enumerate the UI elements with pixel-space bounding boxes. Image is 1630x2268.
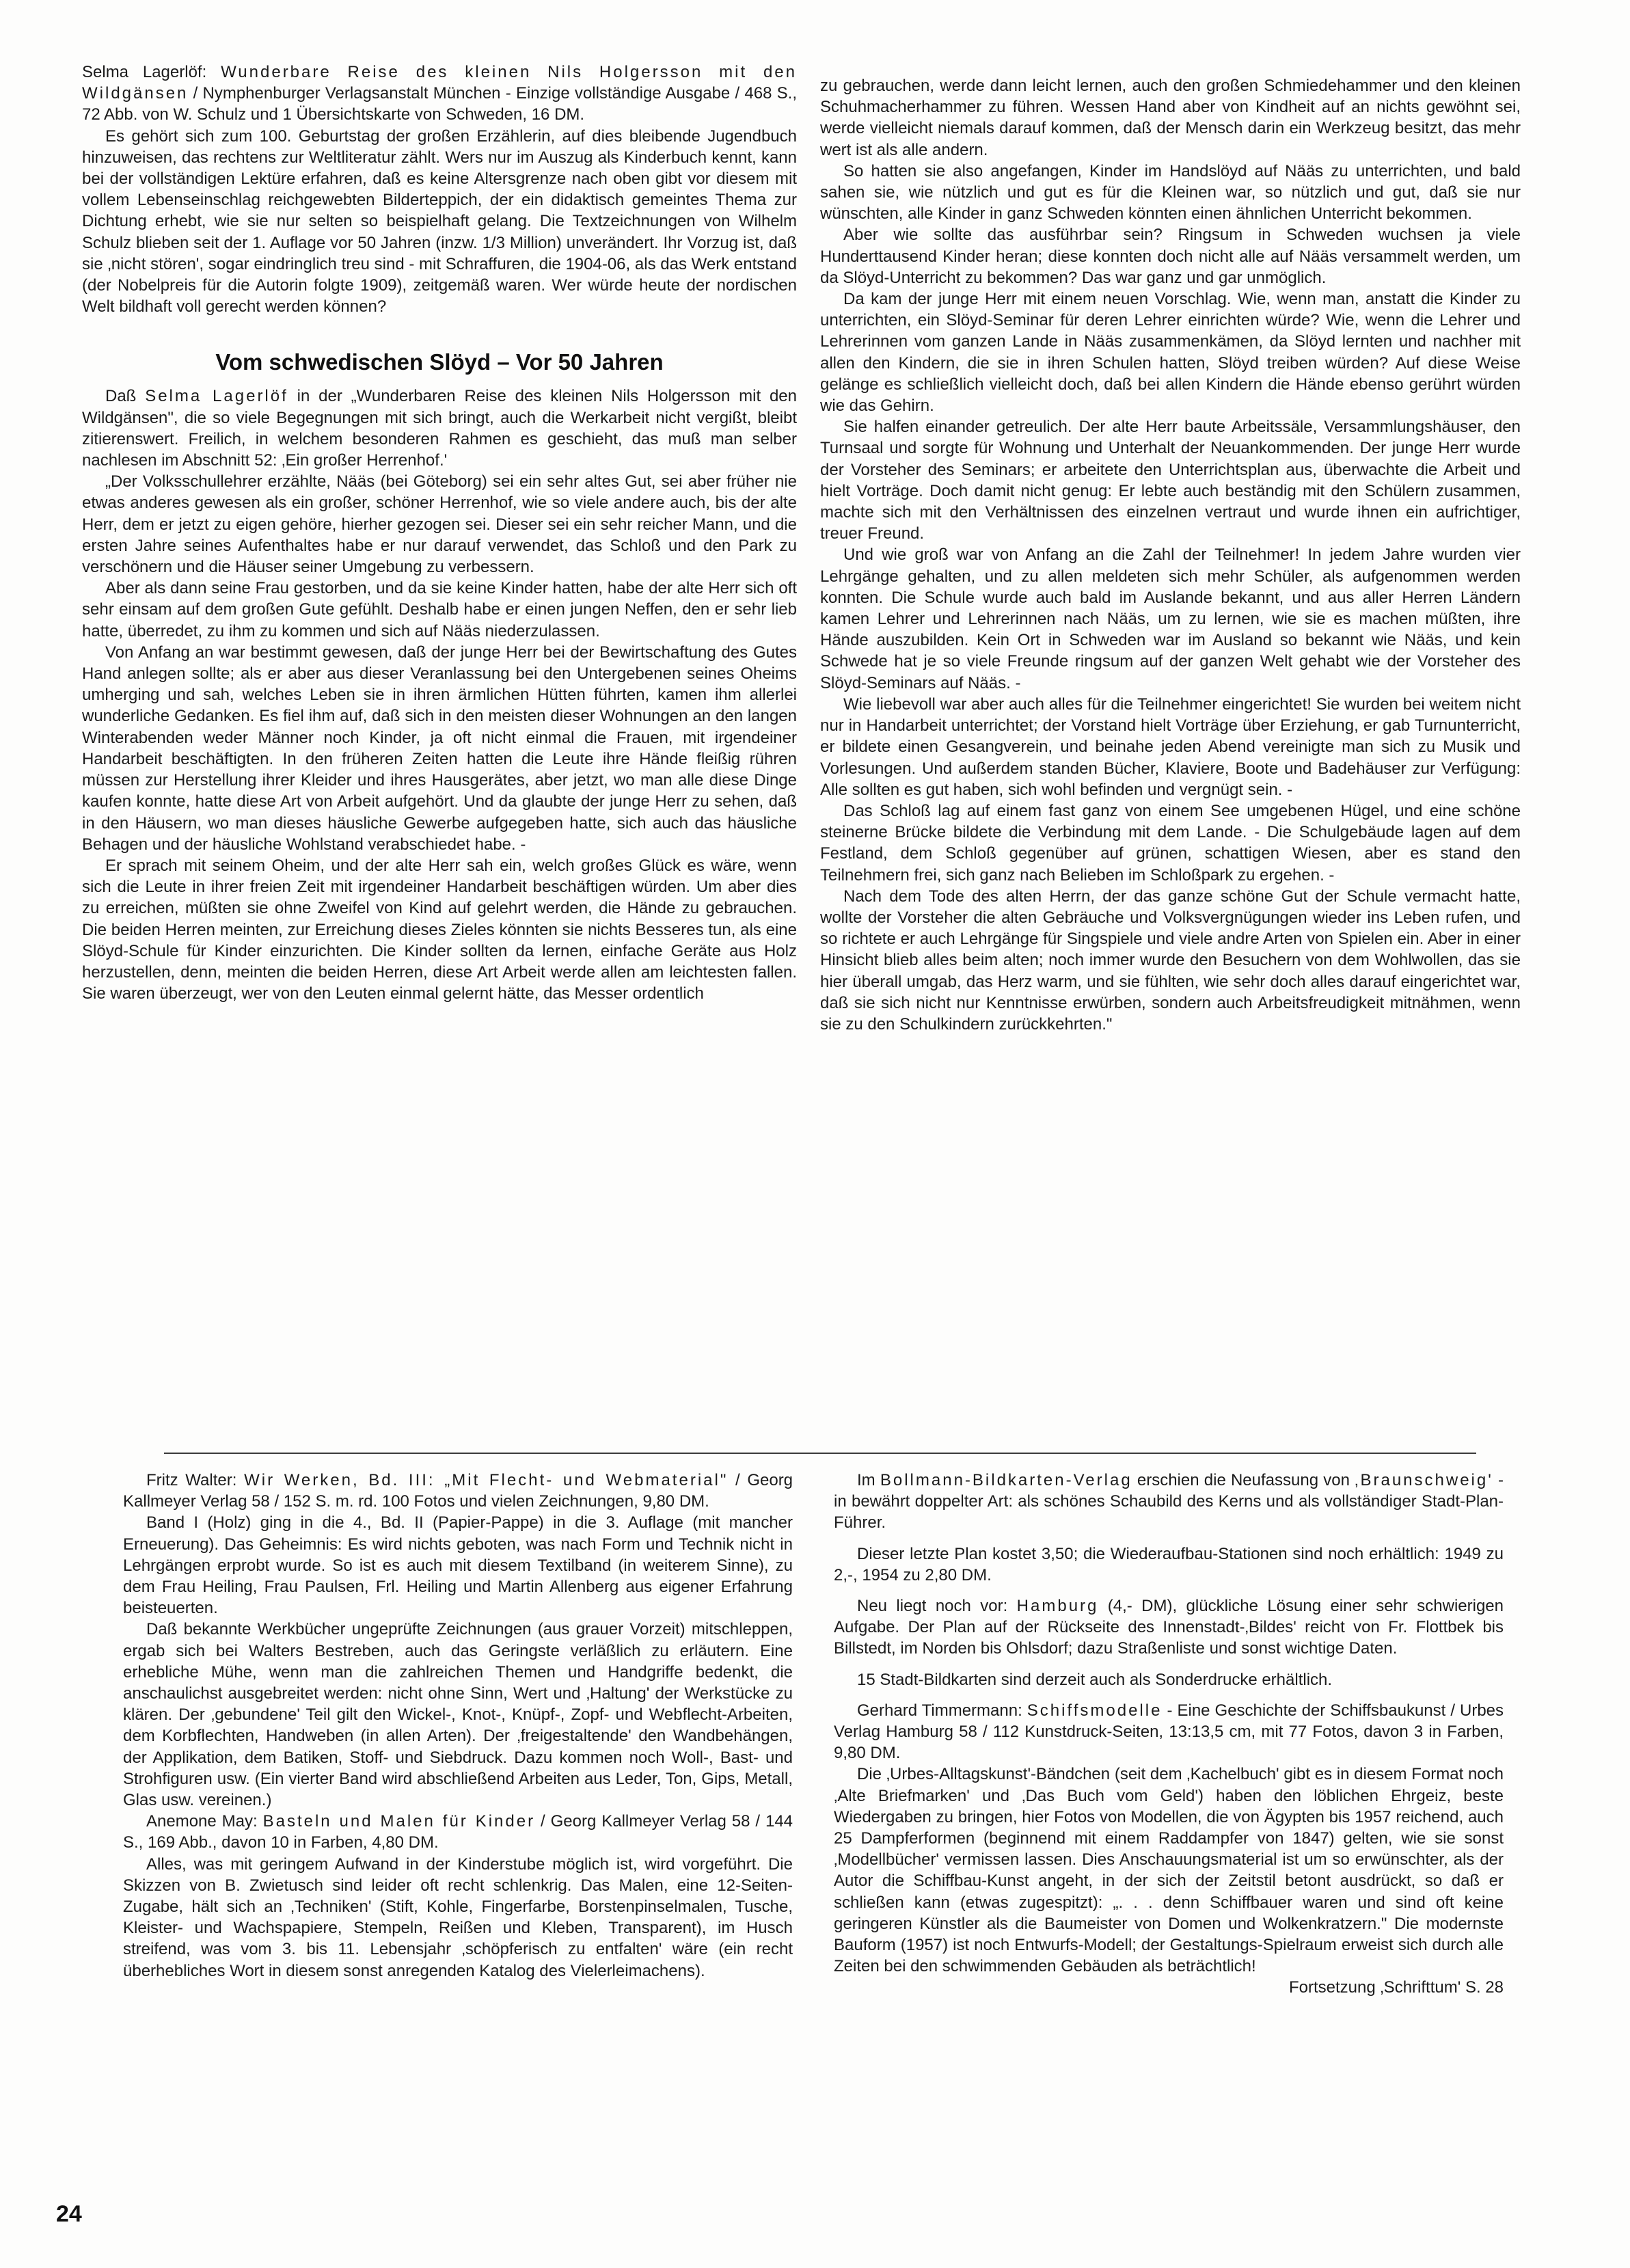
book-citation-may xyxy=(123,1811,793,1853)
timmermann-author: Gerhard Timmermann: xyxy=(857,1701,1022,1720)
book-author: Selma Lagerlöf: xyxy=(82,63,207,81)
bollmann-publisher: Bollmann-Bildkarten-Verlag xyxy=(880,1471,1132,1489)
quote-paragraph: Aber als dann seine Frau gestorben, und da sie keine Kinder hatten, habe der alte Herr sich oft sehr einsam auf dem großen Gute gefühlt. Deshalb habe er einen jungen Neffen, den er sehr lieb hatte, überredet, zu ihm zu kommen und sich auf Nääs niederzulassen. xyxy=(82,579,797,640)
bollmann-mid: erschien die Neufassung von xyxy=(1137,1471,1350,1489)
walter-author: Fritz Walter: xyxy=(146,1471,237,1489)
quote-paragraph: Aber wie sollte das ausführbar sein? Ringsum in Schweden wuchsen ja viele Hunderttausend Kinder heran; diese konnten doch nicht alle auf Nääs versammelt werden, um da Slöyd-Unterricht zu bekommen? Das war ganz und gar unmöglich. xyxy=(820,226,1521,287)
review-paragraph: Daß bekannte Werkbücher ungeprüfte Zeichnungen (aus grauer Vorzeit) mitschleppen, ergab sich bei Walters Bestreben, auch das Geringste verläßlich zu erläutern. Eine erhebliche Mühe, wenn man die zahlreichen Themen und Handgriffe bedenkt, die anschaulichst ausgebreitet werden: nicht ohne Sinn, Wert und ‚Haltung' der Werkstücke zu klären. Der ‚gebundene' Teil gilt den Wickel-, Knot-, Knüpf-, Zopf- und Webflecht-Arbeiten, dem Korbflechten, Handweben (in allen Arten). Der ‚freigestaltende' den Wandbehängen, der Applikation, dem Batiken, Stoff- und Siebdruck. Dazu kommen noch Woll-, Bast- und Strohfiguren usw. (Ein vierter Band wird abschließend Arbeiten aus Leder, Ton, Gips, Metall, Glas usw. vereinen.) xyxy=(123,1620,793,1810)
page-number: 24 xyxy=(56,2201,82,2227)
bollmann-start: Im xyxy=(857,1471,875,1489)
intro-paragraph xyxy=(82,386,797,471)
bollmann-city: ‚Braunschweig' xyxy=(1355,1471,1493,1489)
section-heading: Vom schwedischen Slöyd – Vor 50 Jahren xyxy=(215,349,664,375)
walter-title: Wir Werken, Bd. III: „Mit Flecht- und Webmaterial" xyxy=(244,1471,729,1489)
continuation-note: Fortsetzung ‚Schrifttum' S. 28 xyxy=(1288,1978,1504,1997)
book-title: Wunderbare Reise des kleinen Nils Holgersson mit den Wildgänsen xyxy=(82,63,797,103)
quote-paragraph: zu gebrauchen, werde dann leicht lernen, auch den großen Schmiedehammer und den kleinen Schuhmacherhammer zu führen. Wessen Hand aber von Kindheit auf an nichts gewöhnt sei, werde vielleicht niemals darauf kommen, daß der Mensch darin ein Werkzeug besitzt, das mehr wert ist als alle andern. xyxy=(820,77,1521,159)
column-bottom-right xyxy=(834,1470,1504,1999)
column-bottom-left xyxy=(123,1470,793,1982)
walter-details: / Georg Kallmeyer Verlag 58 / 152 S. m. rd. 100 Fotos und vielen Zeichnungen, 9,80 DM. xyxy=(123,1471,793,1511)
timmermann-title: Schiffsmodelle xyxy=(1027,1701,1163,1720)
intro-start: Daß xyxy=(105,387,137,406)
quote-paragraph: Das Schloß lag auf einem fast ganz von einem See umgebenen Hügel, und eine schöne steinerne Brücke bildete die Verbindung mit dem Lande. - Die Schulgebäude lagen auf dem Festland, dem Schloß gegenüber auf grünen, schattigen Wiesen, aber es stand den Teilnehmern frei, sich ganz nach Belieben im Schloßpark zu ergehen. - xyxy=(820,801,1521,885)
hamburg-start: Neu liegt noch vor: xyxy=(857,1597,1008,1616)
bollmann-rest: - in bewährt doppelter Art: als schönes Schaubild des Kerns und als vollständiger Stadt-Plan-Führer. xyxy=(834,1471,1504,1533)
price-note: Dieser letzte Plan kostet 3,50; die Wiederaufbau-Stationen sind noch erhältlich: 1949 zu 2,-, 1954 zu 2,80 DM. xyxy=(834,1544,1504,1584)
quote-paragraph: Nach dem Tode des alten Herrn, der das ganze schöne Gut der Schule vermacht hatte, wollte der Vorsteher die alten Gebräuche und Volksvergnügungen wieder ins Leben rufen, und so richtete er auch Lehrgänge für Singspiele und viele andre Arten von Spielen ein. Aber in einer Hinsicht blieb alles beim alten; noch immer wurde den Besuchern von dem Wohlwollen, das sie hier überall umgab, das Herz warm, und sie fühlten, wie sehr doch alles darauf eingerichtet war, daß sie sich nicht nur Kenntnisse erwürben, sondern auch Arbeitsfreudigkeit mitnähmen, wenn sie zu den Schulkindern zurückkehrten." xyxy=(820,887,1521,1034)
timmermann-details: - Eine Geschichte der Schiffsbaukunst / Urbes Verlag Hamburg 58 / 112 Kunstdruck-Seiten, 13:13,5 cm, mit 77 Fotos, davon 3 in Farben, 9,80 DM. xyxy=(834,1701,1504,1763)
column-top-left xyxy=(82,62,797,1004)
column-top-right xyxy=(820,75,1521,1035)
quote-paragraph: Wie liebevoll war aber auch alles für die Teilnehmer eingerichtet! Sie wurden bei weitem nicht nur in Handarbeit unterrichtet; der Vorstand hielt Vorträge über Erziehung, er gab Turnunterricht, er bildete einen Gesangverein, und beinahe jeden Abend vereinigte man sich zu Musik und Vorlesungen. Und außerdem standen Bücher, Klaviere, Boote und Badehäuser zur Verfügung: Alle sollten es gut haben, sich wohl befinden und vergnügt sein. - xyxy=(820,694,1521,799)
quote-paragraph: Von Anfang an war bestimmt gewesen, daß der junge Herr bei der Bewirtschaftung des Gutes Hand anlegen sollte; als er aber aus dieser Veranlassung bei den Untergebenen seines Oheims umherging und sah, welches Leben sie in ihren ärmlichen Hütten führten, kamen ihm allerlei wunderliche Gedanken. Es fiel ihm auf, daß sich in den meisten dieser Wohnungen an den langen Winterabenden weder Männer noch Kinder, ja oft nicht einmal die Frauen, mit irgendeiner Handarbeit beschäftigten. In den früheren Zeiten hatten die Leute ihre Hände fleißig rühren müssen zur Herstellung ihrer Kleider und ihres Hausgerätes, aber jetzt, wo man alle diese Dinge kaufen konnte, hatte diese Art von Arbeit aufgehört. Und da glaubte der junge Herr zu sehen, daß in den Häusern, wo man dieses häusliche Gewerbe aufgegeben hatte, sich auch das häusliche Behagen und der häusliche Wohlstand verabschiedet habe. - xyxy=(82,643,797,854)
book-citation-walter xyxy=(123,1470,793,1512)
intro-rest: in der „Wunderbaren Reise des kleinen Nils Holgersson mit den Wildgänsen", die so viele Begegnungen mit sich bringt, auch die Werkarbeit nicht vergißt, bleibt zitierenswert. Freilich, in welchem besonderen Rahmen es geschieht, das muß man selber nachlesen im Abschnitt 52: ‚Ein großer Herrenhof.' xyxy=(82,387,798,470)
review-paragraph: Die ‚Urbes-Alltagskunst'-Bändchen (seit dem ‚Kachelbuch' gibt es in diesem Format noch ‚Alte Briefmarken' und ‚Das Buch vom Geld') haben den löblichen Ehrgeiz, beste Wiedergaben zu bringen, hier Fotos von Modellen, die von Ägypten bis 1957 reichend, auch 25 Dampferformen (beginnend mit einem Raddampfer von 1847) gelten, wie sie sonst ‚Modellbücher' vermissen lassen. Dies Anschauungsmaterial ist um so erwünschter, als der Autor die Schiffbau-Kunst angeht, in der sich der Zeitstil betont ausdrückt, so daß er schließen kann (etwas zugespitzt): „. . . denn Schiffbauer waren und sind oft keine geringeren Künstler als die Baumeister von Domen und Wolkenkratzern." Die modernste Bauform (1957) ist noch Entwurfs-Modell; der Gestaltungs-Spielraum erweist sich durch alle Zeiten bei den schwimmenden Gebäuden als beträchtlich! xyxy=(834,1765,1504,1976)
review-paragraph: Es gehört sich zum 100. Geburtstag der großen Erzählerin, auf dies bleibende Jugendbuch hinzuweisen, das rechtens zur Weltliteratur zählt. Wers nur im Auszug als Kinderbuch kennt, kann bei der vollständigen Lektüre erfahren, daß es keine Altersgrenze nach oben gibt vor diesem mit vollem Lebenseinschlag reichgewebten Bilderteppich, der ein didaktisch gemeintes Thema zur Dichtung erhebt, wie sie nur selten so beispielhaft gelang. Die Textzeichnungen von Wilhelm Schulz blieben seit der 1. Auflage vor 50 Jahren (inzw. 1/3 Million) unverändert. Ihr Vorzug ist, daß sie ‚nicht stören', sogar eindringlich treu sind - mit Schraffuren, die 1904-06, als das Werk entstand (der Nobelpreis für die Autorin folgte 1909), zeitgemäß waren. Wer würde heute der nordischen Welt bildhaft voll gerecht werden können? xyxy=(82,126,797,316)
sonderdrucke-note: 15 Stadt-Bildkarten sind derzeit auch als Sonderdrucke erhältlich. xyxy=(857,1670,1333,1689)
quote-paragraph: Sie halfen einander getreulich. Der alte Herr baute Arbeitssäle, Versammlungshäuser, den Turnsaal und sorgte für Wohnung und Unterhalt der Neuankommenden. Der junge Herr wurde der Vorsteher des Seminars; er arbeitete den Unterrichtsplan aus, überwachte die Arbeit und hielt Vorträge. Doch damit nicht genug: Er lebte auch beständig mit den Schülern zusammen, machte sich mit den Verhältnissen des einzelnen vertraut und wurde ihnen ein aufrichtiger, treuer Freund. xyxy=(820,418,1521,543)
horizontal-divider xyxy=(164,1453,1476,1454)
book-details: / Nymphenburger Verlagsanstalt München - Einzige vollständige Ausgabe / 468 S., 72 Abb. von W. Schulz und 1 Übersichtskarte von Schweden, 16 DM. xyxy=(82,84,797,124)
book-citation-lagerloef xyxy=(82,62,797,126)
review-paragraph: Band I (Holz) ging in die 4., Bd. II (Papier-Pappe) in die 3. Auflage (mit mancher Erneuerung). Das Geheimnis: Es wird nichts geboten, was nach Form und Technik nicht in Lehrgängen erprobt wurde. So ist es auch mit diesem Textilband (in weiterem Sinne), zu dem Frau Heiling, Frau Paulsen, Frl. Heiling und Martin Allenberg aus eigener Erfahrung beisteuerten. xyxy=(123,1513,793,1618)
intro-name: Selma Lagerlöf xyxy=(145,387,288,406)
hamburg-city: Hamburg xyxy=(1016,1597,1099,1616)
may-details: / Georg Kallmeyer Verlag 58 / 144 S., 169 Abb., davon 10 in Farben, 4,80 DM. xyxy=(123,1812,793,1852)
quote-paragraph: Er sprach mit seinem Oheim, und der alte Herr sah ein, welch großes Glück es wäre, wenn sich die Leute in ihrer freien Zeit mit irgendeiner Handarbeit beschäftigen würden. Um aber dies zu erreichen, müßten sie ohne Zweifel von Kind auf gelehrt werden, die Hände zu gebrauchen. Die beiden Herren meinten, zur Erreichung dieses Zieles könnten sie nichts Besseres tun, als eine Slöyd-Schule für Kinder einzurichten. Die Kinder sollten da lernen, einfache Geräte aus Holz herzustellen, denn, meinten die beiden Herren, diese Art Arbeit werde allen am leichtesten fallen. Sie waren überzeugt, wer von den Leuten einmal gelernt hätte, das Messer ordentlich xyxy=(82,856,797,1003)
may-title: Basteln und Malen für Kinder xyxy=(262,1812,536,1831)
quote-paragraph: So hatten sie also angefangen, Kinder im Handslöyd auf Nääs zu unterrichten, und bald sahen sie, wie nützlich und gut es für die Kleinen war, so nützlich und gut, daß sie nur wünschten, alle Kinder in ganz Schweden könnten einen ähnlichen Unterricht bekommen. xyxy=(820,161,1521,224)
book-citation-timmermann xyxy=(834,1700,1504,1764)
may-author: Anemone May: xyxy=(146,1812,258,1831)
quote-paragraph: Da kam der junge Herr mit einem neuen Vorschlag. Wie, wenn man, anstatt die Kinder zu unterrichten, ein Slöyd-Seminar für deren Lehrer einrichten würde? Wie, wenn die Lehrer und Lehrerinnen vom ganzen Lande in Nääs zusammenkämen, da Slöyd lernten und nachher mit allen den Kindern, die sie in ihren Schulen hatten, Slöyd treiben würden? Auf diese Weise gelänge es schließlich vielleicht doch, daß bei allen Kindern die Hände ebenso gerührt würden wie das Gehirn. xyxy=(820,290,1521,416)
bollmann-paragraph xyxy=(834,1470,1504,1534)
review-paragraph: Alles, was mit geringem Aufwand in der Kinderstube möglich ist, wird vorgeführt. Die Skizzen von B. Zwietusch sind leider oft recht schlenkrig. Das Malen, eine 12-Seiten-Zugabe, hält sich an ‚Techniken' (Stift, Kohle, Fingerfarbe, Borstenpinselmalen, Tusche, Kleister- und Wachspapiere, Stempeln, Reißen und Kleben, Transparent), im Husch streifend, was vom 3. bis 11. Lebensjahr ‚schöpferisch zu entfalten' wäre (ein recht überhebliches Wort in diesem sonst anregenden Katalog des Vielerleimachens). xyxy=(123,1854,793,1980)
quote-paragraph: „Der Volksschullehrer erzählte, Nääs (bei Göteborg) sei ein sehr altes Gut, sei aber früher nie etwas anderes gewesen als ein großer, schöner Herrenhof, wie so viele andere auch, bis der alte Herr, dem er jetzt zu eigen gehöre, hierher gezogen sei. Dieser sei ein sehr reicher Mann, und die ersten Jahre seines Aufenthaltes habe er nur darauf verwendet, das Schloß und den Park zu verschönern und die Häuser seiner Umgebung zu verbessern. xyxy=(82,472,797,577)
quote-paragraph: Und wie groß war von Anfang an die Zahl der Teilnehmer! In jedem Jahre wurden vier Lehrgänge gehalten, und zu allen meldeten sich mehr Schüler, als aufgenommen werden konnten. Die Schule wurde auch bald im Auslande bekannt, und aus aller Herren Ländern kamen Lehrer und Lehrerinnen nach Nääs, um zu lernen, wie sie es machen müßten, ihre Hände auszubilden. Kein Ort in Schweden war im Ausland so bekannt wie Nääs, und kein Schwede hat je so viele Freunde ringsum auf der ganzen Welt gehabt wie der Vorsteher des Slöyd-Seminars auf Nääs. - xyxy=(820,545,1521,692)
hamburg-paragraph xyxy=(834,1595,1504,1660)
hamburg-rest: (4,- DM), glückliche Lösung einer sehr schwierigen Aufgabe. Der Plan auf der Rückseite des Innenstadt-‚Bildes' reicht von Fr. Flottbek bis Billstedt, im Norden bis Ohlsdorf; dazu Straßenliste und sonst wichtige Daten. xyxy=(834,1597,1504,1658)
